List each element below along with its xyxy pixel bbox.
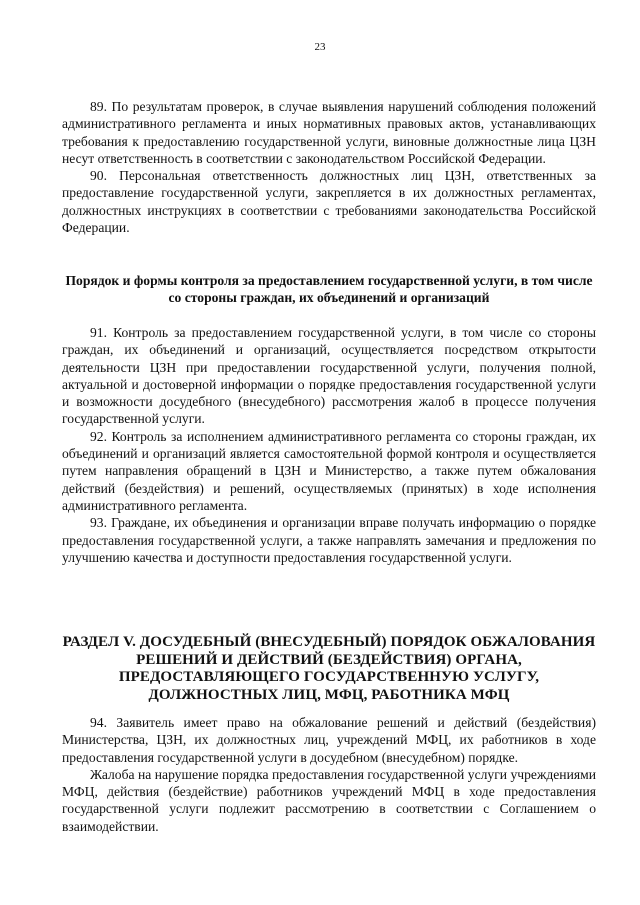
paragraph-block-responsibility xyxy=(62,98,596,236)
paragraph-93: 93. Граждане, их объединения и организации вправе получать информацию о порядке предоставления государственной услуги, а также направлять замечания и предложения по улучшению качества и доступности предоставления государственной услуги. xyxy=(62,515,596,565)
paragraph-91: 91. Контроль за предоставлением государственной услуги, в том числе со стороны граждан, их объединений и организаций, осуществляется посредством открытости деятельности ЦЗН при предоставлении государственной услуги, получения полной, актуальной и достоверной информации о порядке предоставления государственной услуги и возможности досудебного (внесудебного) рассмотрения жалоб в процессе получения государственной услуги. xyxy=(62,325,596,427)
subheading-control-forms: Порядок и формы контроля за предоставлением государственной услуги, в том числе со стороны граждан, их объединений и организаций xyxy=(65,273,593,306)
paragraph-complaint: Жалоба на нарушение порядка предоставления государственной услуги учреждениями МФЦ, действия (бездействие) работников учреждений МФЦ в ходе предоставления государственной услуги подлежит рассмотрению в соответствии с Соглашением о взаимодействии. xyxy=(62,766,596,834)
paragraph-block-control xyxy=(62,324,596,566)
paragraph-89: 89. По результатам проверок, в случае выявления нарушений соблюдения положений административного регламента и иных нормативных правовых актов, устанавливающих требования к предоставлению государственной услуги, виновные должностные лица ЦЗН несут ответственность в соответствии с законодательством Российской Федерации. xyxy=(62,99,596,166)
page-number: 23 xyxy=(314,41,326,53)
paragraph-block-appeal xyxy=(62,714,596,835)
paragraph-94: 94. Заявитель имеет право на обжалование решений и действий (бездействия) Министерства, ЦЗН, их должностных лиц, учреждений МФЦ, их работников в ходе предоставления государственной услуги в досудебном (внесудебном) порядке. xyxy=(62,715,596,765)
paragraph-90: 90. Персональная ответственность должностных лиц ЦЗН, ответственных за предоставление государственной услуги, закрепляется в их должностных регламентах, должностных инструкциях в соответствии с требованиями законодательства Российской Федерации. xyxy=(62,168,596,236)
section-heading-v: РАЗДЕЛ V. ДОСУДЕБНЫЙ (ВНЕСУДЕБНЫЙ) ПОРЯДОК ОБЖАЛОВАНИЯ РЕШЕНИЙ И ДЕЙСТВИЙ (БЕЗДЕЙСТВИЯ) ОРГАНА, ПРЕДОСТАВЛЯЮЩЕГО ГОСУДАРСТВЕННУЮ УСЛУГУ, ДОЛЖНОСТНЫХ ЛИЦ, МФЦ, РАБОТНИКА МФЦ xyxy=(62,634,596,703)
paragraph-92: 92. Контроль за исполнением административного регламента со стороны граждан, их объединений и организаций является самостоятельной формой контроля и осуществляется путем направления обращений в ЦЗН и Министерство, а также путем обжалования действий (бездействия) и решений, осуществляемых (принятых) в ходе исполнения административного регламента. xyxy=(62,428,596,513)
